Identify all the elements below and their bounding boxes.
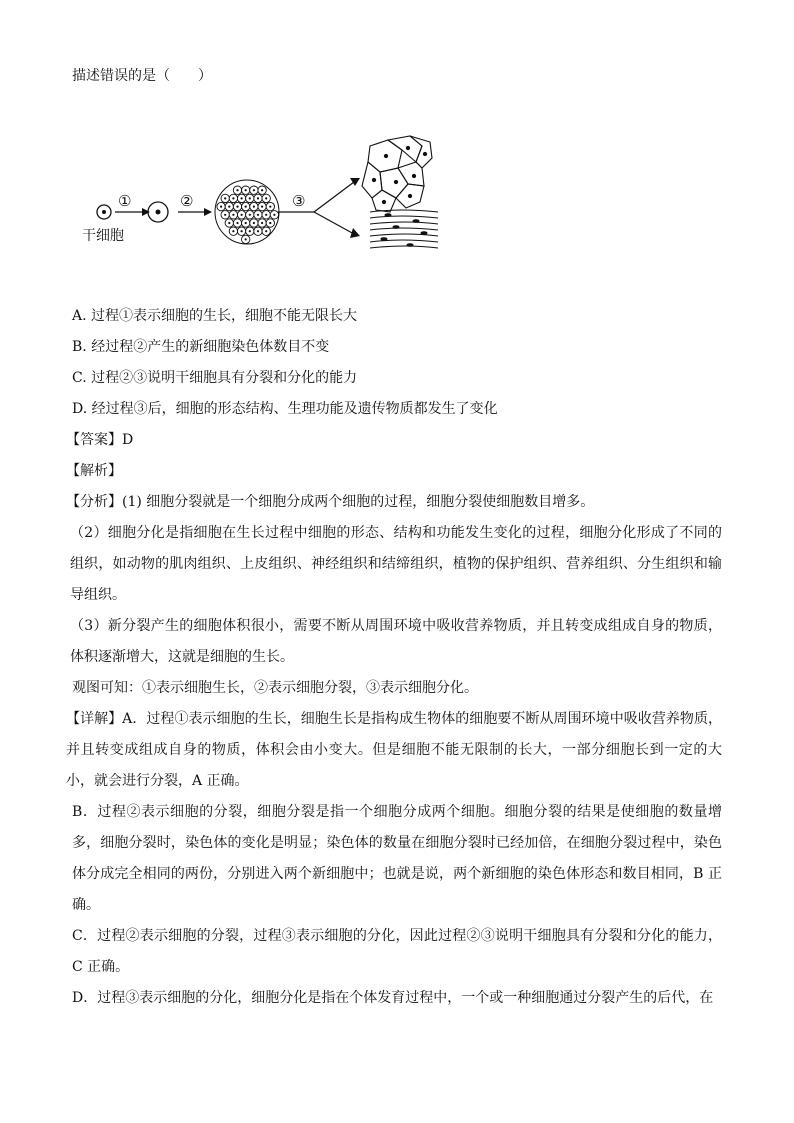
option-b-letter: B. [72, 339, 87, 355]
analysis-label: 【解析】 [66, 463, 122, 479]
option-c[interactable] [72, 368, 357, 388]
cluster-nucleus-5 [232, 197, 234, 199]
cluster-nucleus-24 [228, 222, 230, 224]
option-a-text: 过程①表示细胞的生长，细胞不能无限长大 [91, 308, 358, 324]
cluster-nucleus-14 [253, 206, 255, 208]
option-b[interactable] [72, 337, 329, 357]
cluster-nucleus-4 [224, 197, 226, 199]
cluster-nucleus-15 [261, 206, 263, 208]
cluster-nucleus-11 [228, 206, 230, 208]
arrow-3 [278, 178, 360, 238]
option-a[interactable] [72, 306, 357, 326]
option-d-text: 经过程③后，细胞的形态结构、生理功能及遗传物质都发生了变化 [91, 401, 498, 417]
answer-line [66, 430, 133, 450]
analysis-p2: （2）细胞分化是指细胞在生长过程中细胞的形态、结构和功能发生变化的过程，细胞分化形成了不同的组织，如动物的肌肉组织、上皮组织、神经组织和结缔组织，植物的保护组织、营养组织、分生组织和输导组织。 [70, 525, 722, 603]
cluster-nucleus-8 [257, 197, 259, 199]
cluster-nucleus-16 [269, 206, 271, 208]
analysis-p3: （3）新分裂产生的细胞体积很小，需要不断从周围环境中吸收营养物质，并且转变成组成自身的物质，体积逐渐增大，这就是细胞的生长。 [70, 618, 722, 665]
analysis-p4: 观图可知：①表示细胞生长，②表示细胞分裂，③表示细胞分化。 [72, 680, 478, 696]
cluster-nucleus-22 [265, 214, 267, 216]
stem-cell-label: 干细胞 [82, 228, 124, 244]
cluster-nucleus-21 [257, 214, 259, 216]
cluster-nucleus-25 [236, 222, 238, 224]
cluster-nucleus-26 [245, 222, 247, 224]
cell-cluster [215, 180, 279, 244]
answer-label: 【答案】 [66, 432, 122, 448]
cluster-nucleus-31 [241, 230, 243, 232]
cluster-nucleus-2 [253, 189, 255, 191]
cluster-nucleus-19 [241, 214, 243, 216]
question-stem: 描述错误的是（ ） [72, 68, 212, 84]
cluster-nucleus-30 [232, 230, 234, 232]
cluster-nucleus-17 [224, 214, 226, 216]
cluster-nucleus-7 [249, 197, 251, 199]
cluster-nucleus-13 [245, 206, 247, 208]
cluster-nucleus-3 [261, 189, 263, 191]
cluster-nucleus-6 [241, 197, 243, 199]
cell-process-diagram [70, 128, 450, 258]
cluster-nucleus-0 [236, 189, 238, 191]
answer-value: D [122, 432, 134, 448]
cluster-nucleus-18 [232, 214, 234, 216]
grown-cell [148, 202, 168, 222]
analysis-p5: 【详解】A．过程①表示细胞的生长，细胞生长是指构成生物体的细胞要不断从周围环境中吸收营养物质，并且转变成组成自身的物质，体积会由小变大。但是细胞不能无限制的长大，一部分细胞长到一定的大小，就会进行分裂，A 正确。 [66, 711, 722, 789]
step-2-label: ② [180, 192, 194, 210]
step-3-label: ③ [292, 192, 306, 210]
cluster-nucleus-27 [253, 222, 255, 224]
cluster-nucleus-28 [261, 222, 263, 224]
stem-cell-small [97, 205, 111, 219]
cluster-nucleus-20 [249, 214, 251, 216]
cluster-nucleus-32 [249, 230, 251, 232]
cluster-nucleus-12 [236, 206, 238, 208]
option-d-letter: D. [72, 401, 88, 417]
cluster-nucleus-33 [257, 230, 259, 232]
analysis-p8: D．过程③表示细胞的分化，细胞分化是指在个体发育过程中，一个或一种细胞通过分裂产生的后代，在 [72, 990, 714, 1006]
option-d[interactable] [72, 399, 498, 419]
option-c-letter: C. [72, 370, 87, 386]
differentiated-tissue-top [362, 136, 432, 212]
analysis-p6: B．过程②表示细胞的分裂，细胞分裂是指一个细胞分成两个细胞。细胞分裂的结果是使细胞的数量增多，细胞分裂时，染色体的变化是明显；染色体的数量在细胞分裂时已经加倍，在细胞分裂过程中，染色体分成完全相同的两份，分别进入两个新细胞中；也就是说，两个新细胞的染色体形态和数目相同，B 正确。 [72, 804, 722, 913]
cluster-nucleus-10 [220, 206, 222, 208]
cluster-nucleus-1 [245, 189, 247, 191]
differentiated-tissue-bottom [370, 210, 438, 248]
analysis-p1: 【分析】(1) 细胞分裂就是一个细胞分成两个细胞的过程，细胞分裂使细胞数目增多。 [66, 494, 595, 510]
analysis-p7: C．过程②表示细胞的分裂，过程③表示细胞的分化，因此过程②③说明干细胞具有分裂和分化的能力，C 正确。 [72, 928, 722, 975]
option-c-text: 过程②③说明干细胞具有分裂和分化的能力 [91, 370, 358, 386]
option-a-letter: A. [72, 308, 87, 324]
cluster-nucleus-9 [265, 197, 267, 199]
cluster-nucleus-34 [265, 230, 267, 232]
step-1-label: ① [118, 192, 132, 210]
cluster-nucleus-23 [273, 214, 275, 216]
cluster-nucleus-35 [245, 238, 247, 240]
option-b-text: 经过程②产生的新细胞染色体数目不变 [91, 339, 330, 355]
cluster-nucleus-29 [269, 222, 271, 224]
